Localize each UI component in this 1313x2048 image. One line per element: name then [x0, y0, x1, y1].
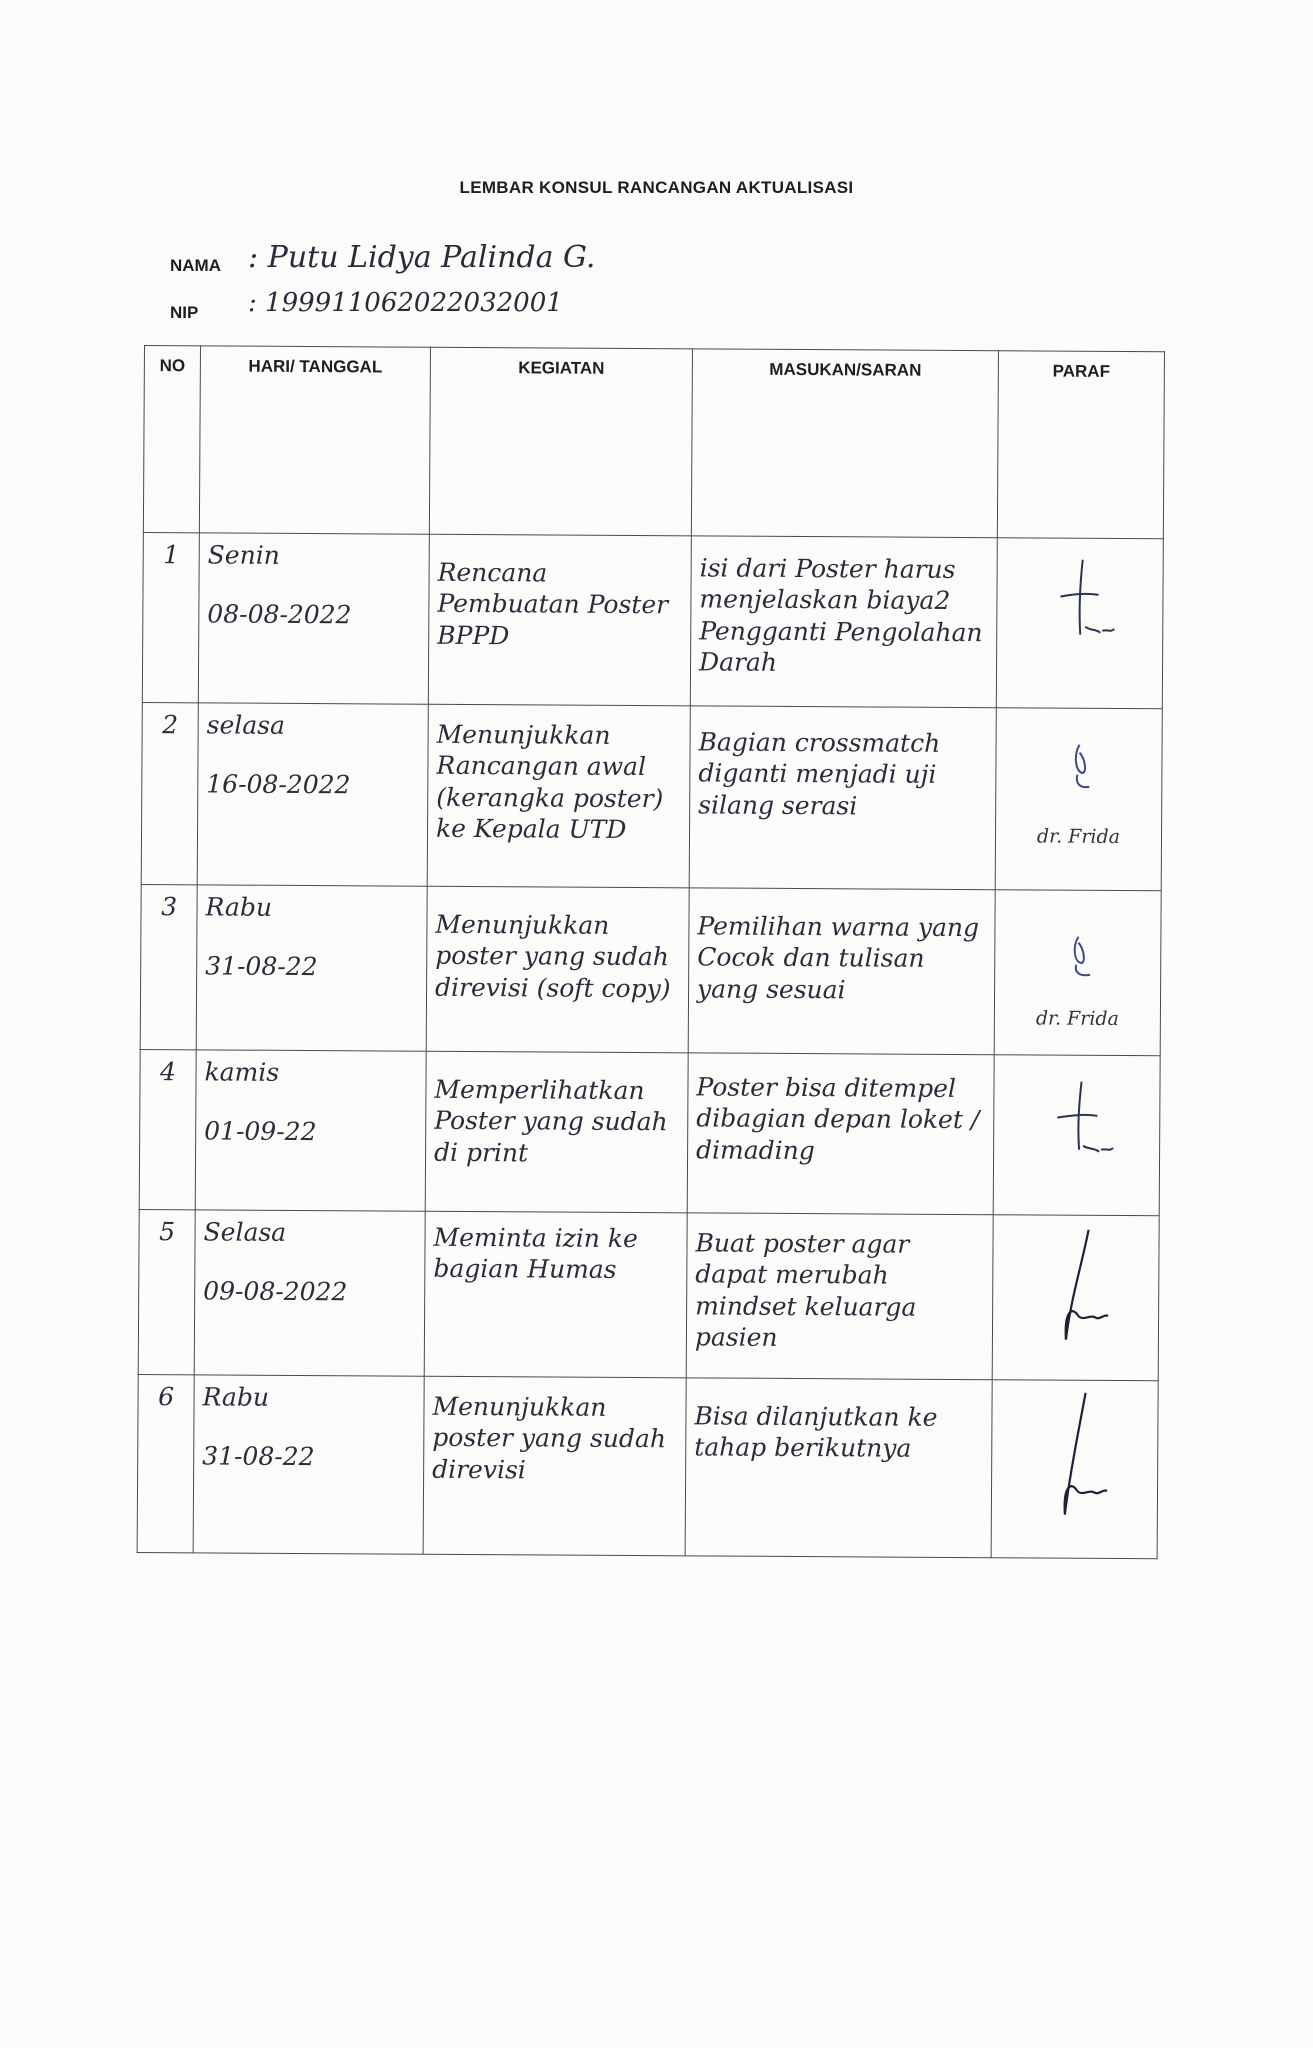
row-number: 5: [138, 1209, 195, 1374]
signature-mark: [1027, 896, 1128, 1007]
row-day: Rabu: [202, 1382, 270, 1412]
table-row: [139, 1049, 1160, 1215]
row-number: 1: [142, 532, 199, 702]
row-day: selasa: [206, 710, 286, 740]
row-saran: Pemilihan warna yang Cocok dan tulisan yang sesuai: [688, 888, 995, 1055]
consultation-table: [137, 345, 1165, 1559]
row-saran: Poster bisa ditempel dibagian depan loket / dimading: [687, 1053, 994, 1215]
row-date: 31-08-22: [202, 1441, 315, 1472]
row-day-date: [195, 1050, 426, 1211]
table-row: [138, 1209, 1159, 1380]
row-day-date: [193, 1375, 424, 1554]
row-kegiatan: Rencana Pembuatan Poster BPPD: [428, 534, 691, 706]
table-row: [137, 1374, 1158, 1558]
header-hari-tanggal: HARI/ TANGGAL: [199, 346, 430, 534]
row-paraf: [992, 1215, 1159, 1381]
row-number: 4: [139, 1049, 196, 1209]
row-day-date: [197, 703, 428, 886]
row-kegiatan: Memperlihatkan Poster yang sudah di print: [425, 1051, 688, 1213]
signature-mark: [1029, 714, 1130, 825]
row-paraf: dr. Frida: [995, 708, 1162, 891]
row-number: 2: [141, 702, 198, 884]
row-day: Senin: [207, 540, 280, 570]
row-day-date: [198, 533, 429, 704]
row-kegiatan: Menunjukkan poster yang sudah direvisi (soft copy): [426, 886, 689, 1053]
header-kegiatan: KEGIATAN: [429, 347, 692, 536]
signature-mark: [1030, 544, 1131, 655]
signature-mark: [1024, 1386, 1125, 1527]
nama-label: NAMA: [170, 256, 221, 275]
row-paraf: [996, 538, 1163, 709]
row-paraf: dr. Frida: [994, 890, 1161, 1056]
table-row: [142, 532, 1163, 708]
row-date: 08-08-2022: [207, 599, 352, 630]
row-saran: Bagian crossmatch diganti menjadi uji silang serasi: [689, 706, 996, 890]
form-title: LEMBAR KONSUL RANCANGAN AKTUALISASI: [459, 178, 854, 197]
row-number: 3: [140, 884, 197, 1049]
row-date: 16-08-2022: [206, 769, 351, 800]
signature-mark: [1026, 1061, 1127, 1172]
row-paraf: [993, 1055, 1160, 1216]
row-number: 6: [137, 1374, 194, 1552]
table-row: [141, 702, 1162, 890]
row-kegiatan: Meminta izin ke bagian Humas: [424, 1211, 687, 1378]
row-day-date: [194, 1210, 425, 1376]
signature-mark: [1025, 1221, 1126, 1352]
nip-label: NIP: [170, 303, 199, 322]
row-day: Rabu: [205, 892, 273, 922]
row-kegiatan: Menunjukkan poster yang sudah direvisi: [423, 1376, 686, 1556]
header-paraf: PARAF: [997, 351, 1164, 539]
nip-value: : 199911062022032001: [248, 288, 563, 318]
row-date: 09-08-2022: [203, 1276, 348, 1307]
table-header-row: [143, 346, 1164, 539]
row-day-date: [196, 885, 427, 1051]
nama-value: : Putu Lidya Palinda G.: [248, 240, 596, 275]
row-kegiatan: Menunjukkan Rancangan awal (kerangka poster) ke Kepala UTD: [427, 704, 690, 888]
table-row: [140, 884, 1161, 1055]
row-day: kamis: [204, 1057, 280, 1087]
row-date: 01-09-22: [204, 1116, 317, 1147]
header-masukan-saran: MASUKAN/SARAN: [691, 349, 998, 538]
row-saran: Buat poster agar dapat merubah mindset keluarga pasien: [686, 1213, 993, 1380]
row-date: 31-08-22: [205, 951, 318, 982]
row-day: Selasa: [203, 1217, 287, 1247]
row-paraf: [991, 1380, 1158, 1559]
row-saran: isi dari Poster harus menjelaskan biaya2 Pengganti Pengolahan Darah: [690, 536, 997, 708]
header-no: NO: [143, 346, 200, 533]
row-saran: Bisa dilanjutkan ke tahap berikutnya: [685, 1378, 992, 1558]
